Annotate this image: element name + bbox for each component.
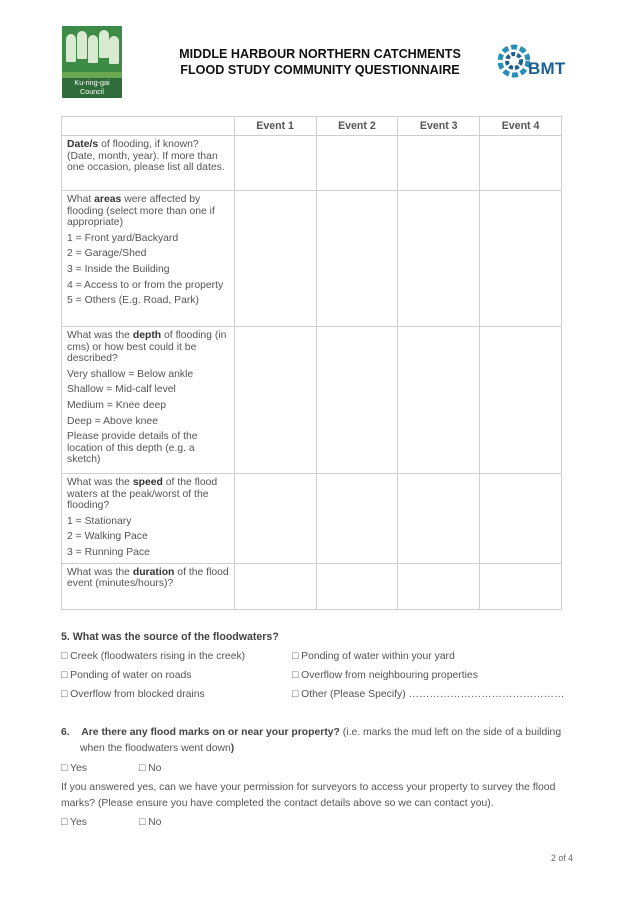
- input-cell[interactable]: [316, 327, 398, 474]
- column-header-event-2: Event 2: [316, 117, 398, 136]
- input-cell[interactable]: [398, 563, 480, 609]
- input-cell[interactable]: [480, 191, 562, 327]
- bmt-logo-text: BMT: [528, 59, 566, 78]
- input-cell[interactable]: [234, 563, 316, 609]
- question-5-title: 5. What was the source of the floodwaters?: [61, 631, 279, 643]
- question-duration: What was the duration of the flood event (minutes/hours)?: [62, 563, 235, 609]
- input-cell[interactable]: [316, 563, 398, 609]
- table-header-row: [62, 117, 562, 136]
- table-row-depth: [62, 327, 562, 474]
- header-blank-cell: [62, 117, 235, 136]
- option-ponding-roads[interactable]: □ Ponding of water on roads: [61, 670, 192, 681]
- column-header-event-1: Event 1: [234, 117, 316, 136]
- question-depth: What was the depth of flooding (in cms) or how best could it be described? Very shallow = Below ankle Shallow = Mid-calf level Medium = Knee deep Deep = Above knee Please provide details of the location of this depth (e.g. a sketch): [62, 327, 235, 474]
- option-overflow-neighbouring[interactable]: □ Overflow from neighbouring properties: [292, 670, 478, 681]
- council-logo-text-line1: Ku-ring-gai: [74, 78, 110, 87]
- input-cell[interactable]: [234, 474, 316, 564]
- table-row-areas: [62, 191, 562, 327]
- council-logo-text-line2: Council: [80, 87, 104, 96]
- option-yes-permission[interactable]: □ Yes: [61, 817, 87, 828]
- question-6-rest: (i.e. marks the mud left on the side of a building when the floodwaters went down: [80, 727, 562, 754]
- option-other[interactable]: □ Other (Please Specify) ………………………………………: [292, 689, 565, 700]
- page-number: 2 of 4: [551, 853, 574, 863]
- option-yes[interactable]: □ Yes: [61, 763, 87, 774]
- input-cell[interactable]: [480, 563, 562, 609]
- question-6-bold: Are there any flood marks on or near your property?: [81, 727, 340, 738]
- table-row-duration: [62, 563, 562, 609]
- title-line-2: FLOOD STUDY COMMUNITY QUESTIONNAIRE: [180, 63, 460, 77]
- input-cell[interactable]: [398, 327, 480, 474]
- option-no-permission[interactable]: □ No: [139, 817, 162, 828]
- input-cell[interactable]: [480, 136, 562, 191]
- input-cell[interactable]: [316, 474, 398, 564]
- question-6-number: 6.: [61, 727, 70, 738]
- input-cell[interactable]: [398, 474, 480, 564]
- input-cell[interactable]: [316, 191, 398, 327]
- input-cell[interactable]: [398, 136, 480, 191]
- question-dates: Date/s of flooding, if known? (Date, month, year). If more than one occasion, please list all dates.: [62, 136, 235, 191]
- option-creek[interactable]: □ Creek (floodwaters rising in the creek): [61, 651, 246, 662]
- column-header-event-4: Event 4: [480, 117, 562, 136]
- option-ponding-yard[interactable]: □ Ponding of water within your yard: [292, 651, 455, 662]
- table-row-speed: [62, 474, 562, 564]
- input-cell[interactable]: [480, 474, 562, 564]
- title-line-1: MIDDLE HARBOUR NORTHERN CATCHMENTS: [179, 47, 461, 61]
- page-title: [160, 46, 480, 78]
- input-cell[interactable]: [234, 136, 316, 191]
- input-cell[interactable]: [398, 191, 480, 327]
- input-cell[interactable]: [234, 327, 316, 474]
- council-logo: [62, 26, 122, 98]
- option-no[interactable]: □ No: [139, 763, 162, 774]
- question-speed: What was the speed of the flood waters at the peak/worst of the flooding? 1 = Stationary 2 = Walking Pace 3 = Running Pace: [62, 474, 235, 564]
- bmt-logo: [498, 43, 578, 81]
- input-cell[interactable]: [234, 191, 316, 327]
- question-areas: What areas were affected by flooding (select more than one if appropriate) 1 = Front yard/Backyard 2 = Garage/Shed 3 = Inside the Building 4 = Access to or from the property 5 = Others (E.g. Road, Park): [62, 191, 235, 327]
- question-6-text: [61, 725, 581, 757]
- option-overflow-drains[interactable]: □ Overflow from blocked drains: [61, 689, 205, 700]
- input-cell[interactable]: [316, 136, 398, 191]
- column-header-event-3: Event 3: [398, 117, 480, 136]
- bmt-globe-icon: [498, 43, 530, 79]
- table-row-dates: [62, 136, 562, 191]
- flood-events-table: [61, 116, 562, 610]
- survey-permission-text: If you answered yes, can we have your permission for surveyors to access your property to survey the flood marks? (Please ensure you have completed the contact details above so we can contact you).: [61, 782, 556, 809]
- question-6-close: ): [230, 743, 235, 754]
- input-cell[interactable]: [480, 327, 562, 474]
